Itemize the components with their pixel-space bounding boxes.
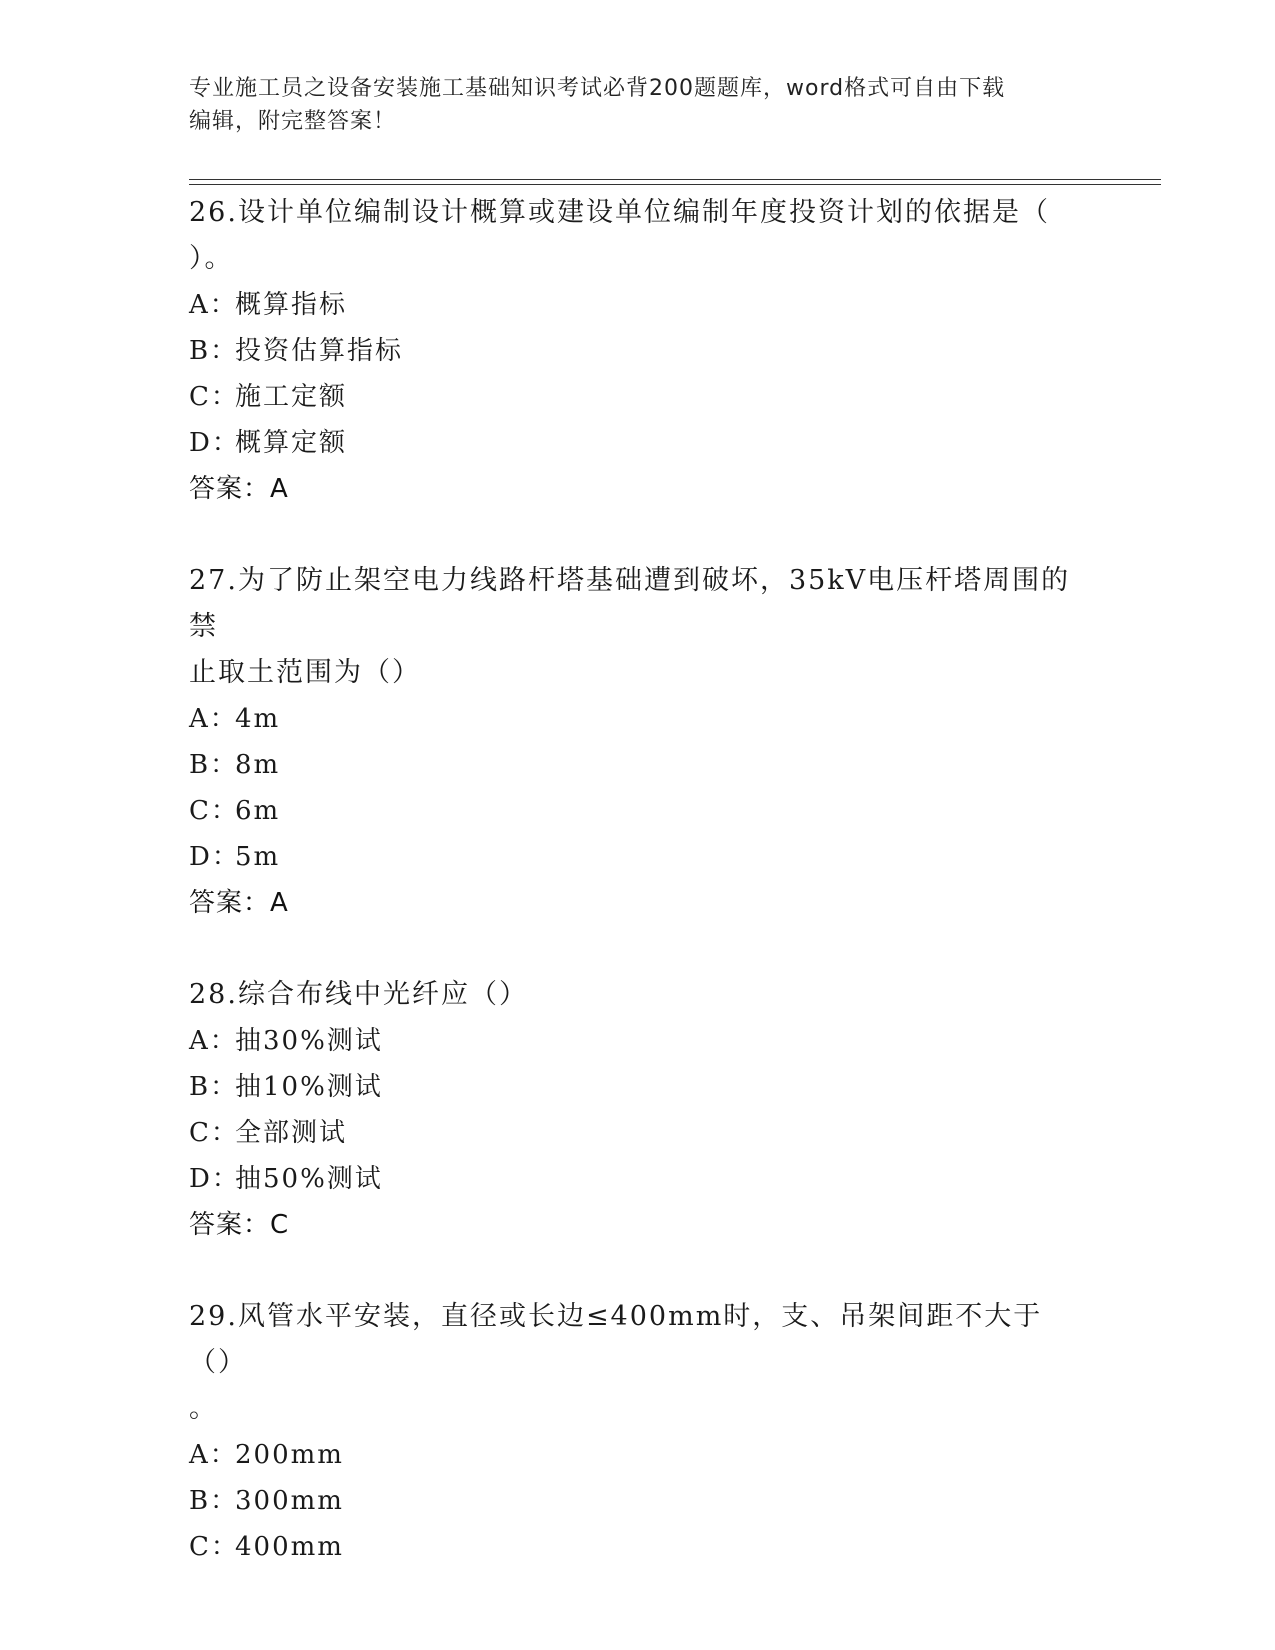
option-letter: A： <box>189 1440 238 1470</box>
option-letter: C： <box>189 382 239 412</box>
question-27 <box>189 558 1089 926</box>
option-b <box>189 1064 1089 1110</box>
question-28 <box>189 972 1089 1248</box>
question-26 <box>189 190 1089 512</box>
option-text: 概算定额 <box>235 428 348 458</box>
option-letter: C： <box>189 796 239 826</box>
question-title: 27.为了防止架空电力线路杆塔基础遭到破坏，35kV电压杆塔周围的禁 止取土范围为（） <box>189 565 1071 688</box>
option-d <box>189 834 1089 880</box>
option-text: 概算指标 <box>235 290 348 320</box>
answer-line: 答案：C <box>189 1210 290 1240</box>
option-letter: B： <box>189 1486 239 1516</box>
option-a <box>189 282 1089 328</box>
option-a <box>189 1432 1089 1478</box>
option-letter: D： <box>189 1164 240 1194</box>
option-letter: A： <box>189 1026 238 1056</box>
option-text: 6m <box>235 796 281 826</box>
header-divider-top <box>189 179 1161 180</box>
option-text: 抽50%测试 <box>235 1164 383 1194</box>
option-b <box>189 328 1089 374</box>
option-b <box>189 1478 1089 1524</box>
answer-line: 答案：A <box>189 474 289 504</box>
question-title: 28.综合布线中光纤应（） <box>189 979 528 1010</box>
option-text: 抽30%测试 <box>235 1026 383 1056</box>
option-c <box>189 374 1089 420</box>
question-spacer <box>189 926 1089 972</box>
option-d <box>189 420 1089 466</box>
option-text: 全部测试 <box>235 1118 348 1148</box>
option-letter: B： <box>189 750 239 780</box>
question-29 <box>189 1294 1089 1570</box>
option-text: 5m <box>235 842 281 872</box>
option-letter: C： <box>189 1118 239 1148</box>
question-title: 26.设计单位编制设计概算或建设单位编制年度投资计划的依据是（ ）。 <box>189 197 1050 274</box>
option-letter: D： <box>189 842 240 872</box>
question-spacer <box>189 1248 1089 1294</box>
question-list <box>189 190 1089 1570</box>
header-divider-bottom <box>189 184 1161 185</box>
option-a <box>189 1018 1089 1064</box>
option-a <box>189 696 1089 742</box>
answer-line: 答案：A <box>189 888 289 918</box>
option-text: 200mm <box>235 1440 344 1470</box>
option-text: 施工定额 <box>235 382 348 412</box>
option-c <box>189 1524 1089 1570</box>
option-letter: D： <box>189 428 240 458</box>
option-text: 投资估算指标 <box>235 336 404 366</box>
option-text: 400mm <box>235 1532 344 1562</box>
option-letter: A： <box>189 290 238 320</box>
option-letter: B： <box>189 336 239 366</box>
option-text: 8m <box>235 750 281 780</box>
option-letter: B： <box>189 1072 239 1102</box>
option-text: 300mm <box>235 1486 344 1516</box>
option-letter: C： <box>189 1532 239 1562</box>
option-d <box>189 1156 1089 1202</box>
option-text: 4m <box>235 704 281 734</box>
document-header: 专业施工员之设备安装施工基础知识考试必背200题题库，word格式可自由下载 编辑，附完整答案！ <box>189 76 1006 134</box>
option-c <box>189 788 1089 834</box>
option-text: 抽10%测试 <box>235 1072 383 1102</box>
question-title: 29.风管水平安装，直径或长边≤400mm时，支、吊架间距不大于（） 。 <box>189 1301 1043 1424</box>
option-c <box>189 1110 1089 1156</box>
option-letter: A： <box>189 704 238 734</box>
option-b <box>189 742 1089 788</box>
question-spacer <box>189 512 1089 558</box>
